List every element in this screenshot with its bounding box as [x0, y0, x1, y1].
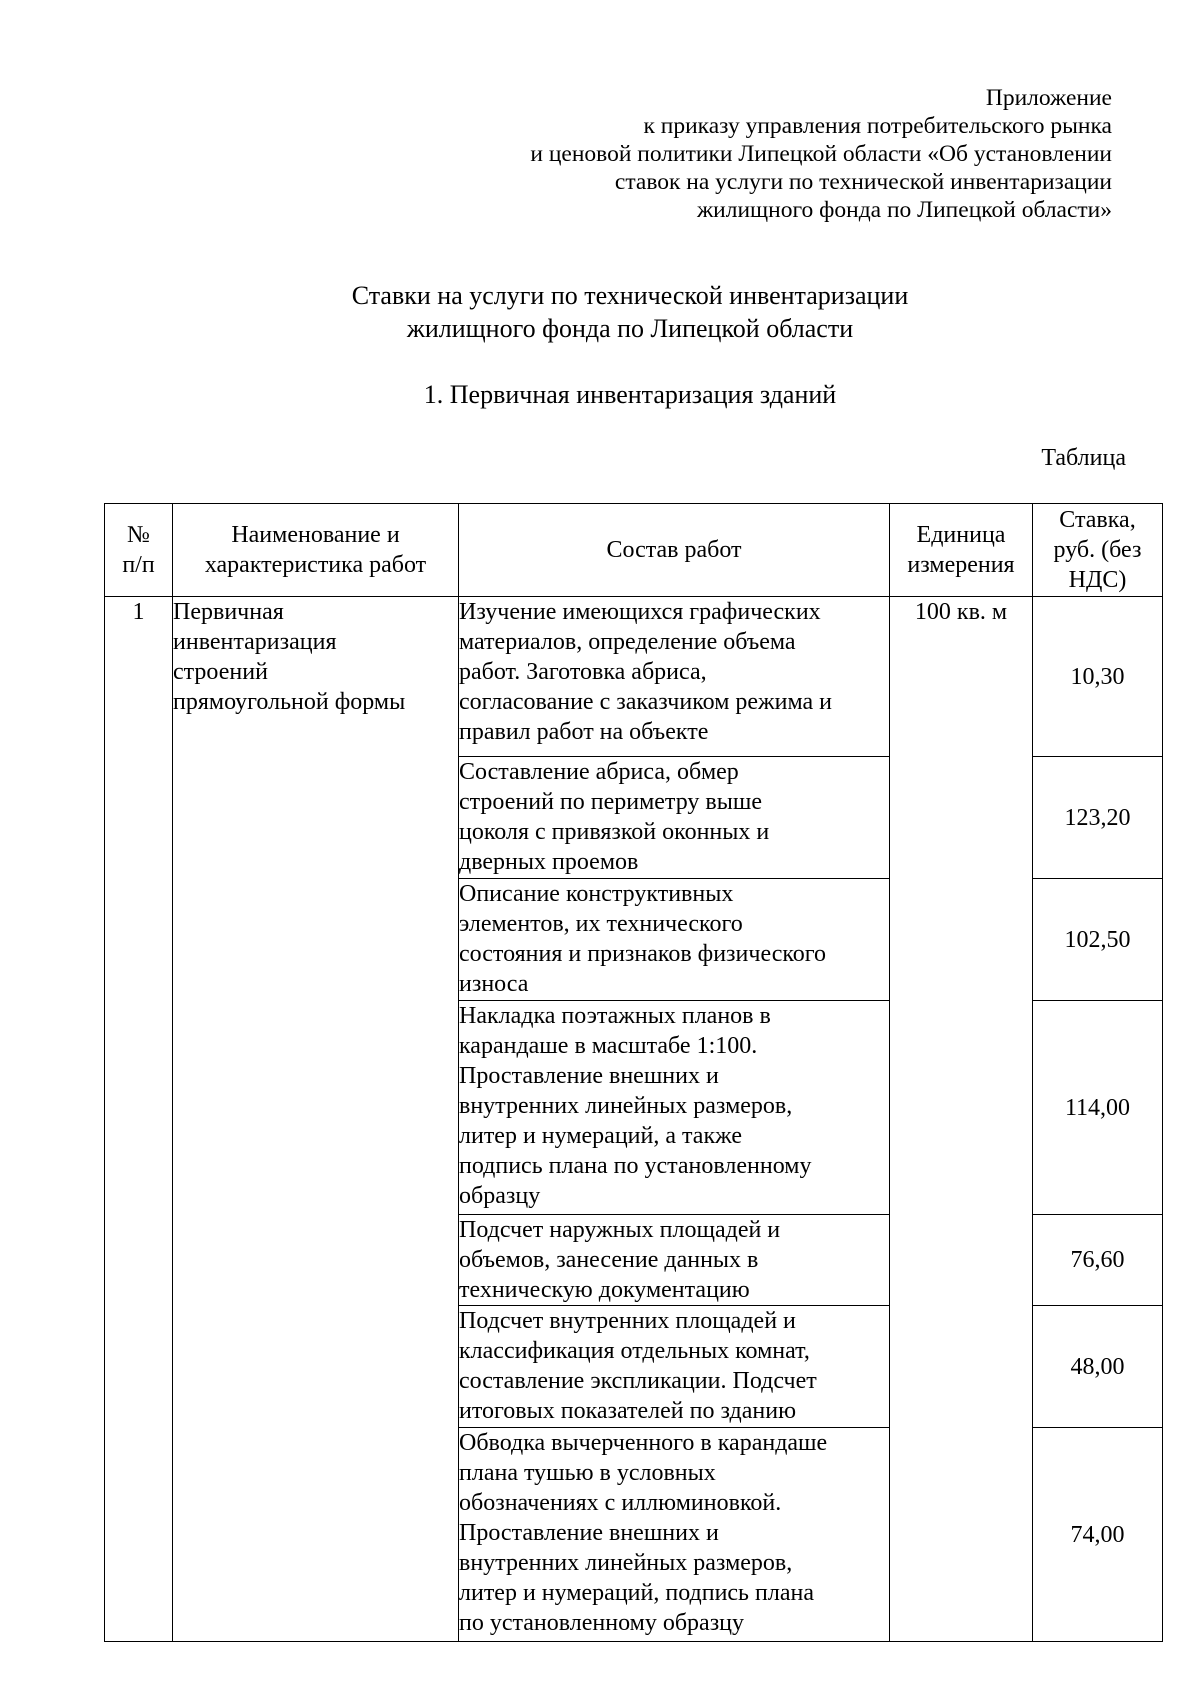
unit-of-measure: 100 кв. м — [890, 597, 1033, 1642]
work-description: Подсчет наружных площадей и объемов, занесение данных в техническую документацию — [459, 1215, 890, 1306]
rate-value: 102,50 — [1033, 879, 1163, 1001]
document-title — [0, 279, 1200, 345]
appendix-header — [412, 84, 1112, 224]
table-header-row — [105, 504, 1163, 597]
work-description: Обводка вычерченного в карандаше плана тушью в условных обозначениях с иллюминовкой. Проставление внешних и внутренних линейных размеров, литер и нумераций, подпись плана по установленному образцу — [459, 1428, 890, 1642]
appendix-line: жилищного фонда по Липецкой области» — [696, 197, 1112, 223]
rate-value: 74,00 — [1033, 1428, 1163, 1642]
appendix-line: и ценовой политики Липецкой области «Об установлении — [530, 141, 1112, 167]
rate-value: 76,60 — [1033, 1215, 1163, 1306]
rate-value: 48,00 — [1033, 1306, 1163, 1428]
work-description: Описание конструктивных элементов, их технического состояния и признаков физического износа — [459, 879, 890, 1001]
work-description: Составление абриса, обмер строений по периметру выше цоколя с привязкой оконных и дверных проемов — [459, 757, 890, 879]
header-unit: Единица измерения — [890, 504, 1033, 597]
header-work: Состав работ — [459, 504, 890, 597]
work-description: Подсчет внутренних площадей и классификация отдельных комнат, составление экспликации. Подсчет итоговых показателей по зданию — [459, 1306, 890, 1428]
appendix-line: Приложение — [985, 85, 1112, 111]
table-row — [105, 597, 1163, 757]
rate-value: 114,00 — [1033, 1001, 1163, 1215]
appendix-line: ставок на услуги по технической инвентаризации — [614, 169, 1112, 195]
section-heading: 1. Первичная инвентаризация зданий — [423, 380, 837, 409]
rate-value: 123,20 — [1033, 757, 1163, 879]
header-rate: Ставка, руб. (без НДС) — [1033, 504, 1163, 597]
rates-table — [104, 503, 1163, 1642]
header-num: № п/п — [105, 504, 173, 597]
work-description: Изучение имеющихся графических материалов, определение объема работ. Заготовка абриса, согласование с заказчиком режима и правил работ на объекте — [459, 597, 890, 757]
document-title-line: жилищного фонда по Липецкой области — [406, 314, 854, 343]
document-title-line: Ставки на услуги по технической инвентаризации — [351, 281, 909, 310]
table-label: Таблица — [1041, 445, 1126, 471]
item-name: Первичная инвентаризация строений прямоугольной формы — [173, 597, 459, 1642]
header-name: Наименование и характеристика работ — [173, 504, 459, 597]
rate-value: 10,30 — [1033, 597, 1163, 757]
appendix-line: к приказу управления потребительского рынка — [643, 113, 1112, 139]
work-description: Накладка поэтажных планов в карандаше в масштабе 1:100. Проставление внешних и внутренних линейных размеров, литер и нумераций, а также подпись плана по установленному образцу — [459, 1001, 890, 1215]
item-number: 1 — [105, 597, 173, 1642]
